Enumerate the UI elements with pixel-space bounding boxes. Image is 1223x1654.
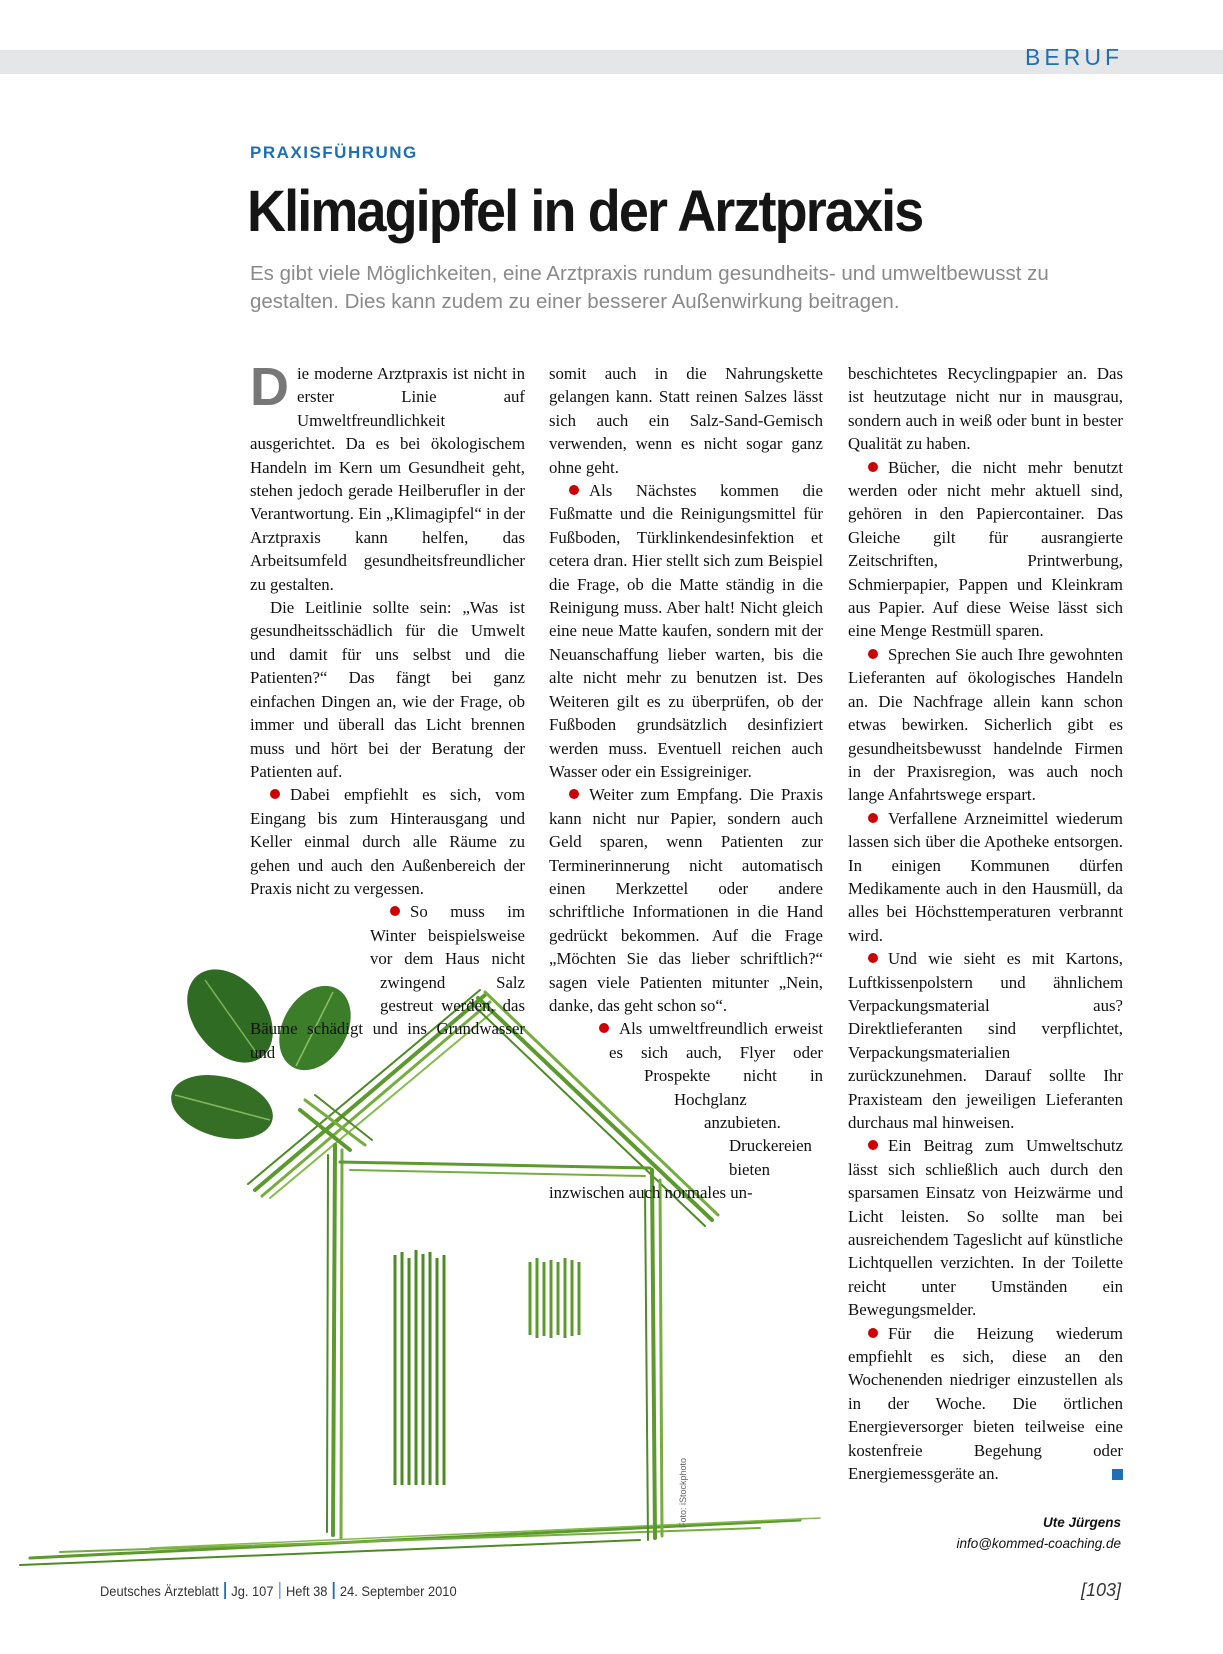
article-kicker: PRAXISFÜHRUNG: [250, 143, 418, 162]
volume: Jg. 107: [231, 1583, 274, 1599]
paragraph: beschichtetes Recyclingpapier an. Das ist heutzutage nicht nur in mausgrau, sondern auch in weiß oder bunt in bester Qualität zu haben.: [848, 364, 1123, 454]
bullet-paragraph: Bücher, die nicht mehr benutzt werden oder nicht mehr aktuell sind, gehören in den Papiercontainer. Das Gleiche gilt für ausrangierte Zeitschriften, Printwerbung, Schmierpapier, Pappen und Kleinkram aus Papier. Auf diese Weise lässt sich eine Menge Restmüll sparen.: [848, 457, 1123, 641]
article-column-1: [250, 357, 525, 1064]
issue-date: 24. September 2010: [339, 1583, 457, 1599]
bullet-paragraph: Verfallene Arzneimittel wiederum lassen sich über die Apotheke entsorgen. In einigen Kommunen dürfen Medikamente auch in den Hausmüll, da alles bei Höchsttemperaturen verbrannt wird.: [848, 808, 1123, 945]
bullet-paragraph: Weiter zum Empfang. Die Praxis kann nicht nur Papier, sondern auch Geld sparen, wenn Patienten zur Terminerinnerung nicht automatisch einen Merkzettel oder andere schriftliche Informationen in die Hand gedrückt bekommen. Auf die Frage „Möchten Sie das lieber schriftlich?“ sagen viele Patienten mitunter „Nein, danke, das geht schon so“.: [549, 785, 823, 1015]
author-email[interactable]: info@kommed-coaching.de: [956, 1536, 1121, 1551]
bullet-dot-icon: [868, 649, 878, 659]
footer-divider: [224, 1582, 225, 1599]
bullet-paragraph: Als Nächstes kommen die Fußmatte und die Reinigungsmittel für Fußboden, Türklinkendesinfektion et cetera dran. Hier stellt sich zum Beispiel die Frage, ob die Matte ständig in die Reinigung muss. Aber halt! Nicht gleich eine neue Matte kaufen, sondern mit der Neuanschaffung lieber warten, bis die alte nicht mehr zu benutzen ist. Des Weiteren gilt es zu überprüfen, ob der Fußboden grundsätzlich desinfiziert werden muss. Eventuell reichen auch Wasser oder ein Essigreiniger.: [549, 481, 823, 781]
journal-name: Deutsches Ärzteblatt: [100, 1583, 219, 1599]
article-lead: Es gibt viele Möglichkeiten, eine Arztpraxis rundum gesundheits- und umweltbewusst zu gestalten. Dies kann zudem zu einer besserer Außenwirkung beitragen.: [250, 262, 1049, 313]
bullet-dot-icon: [868, 462, 878, 472]
bullet-paragraph: Für die Heizung wiederum empfiehlt es sich, diese an den Wochenenden niedriger einzustellen als in der Woche. Die örtlichen Energieversorger bieten teilweise eine kostenfreie Begehung oder Energiemessgeräte an.: [848, 1323, 1123, 1484]
page-number: [103]: [1080, 1580, 1121, 1600]
paragraph: Die moderne Arztpraxis ist nicht in erster Linie auf Umweltfreundlichkeit ausgerichtet. Da es bei ökologischem Handeln im Kern um Gesundheit geht, stehen jedoch gerade Heilberufler in der Verantwortung. Ein „Klimagipfel“ in der Arztpraxis kann helfen, das Arbeitsumfeld gesundheitsfreundlicher zu gestalten.: [250, 357, 525, 594]
issue: Heft 38: [285, 1583, 328, 1599]
bullet-dot-icon: [599, 1023, 609, 1033]
bullet-dot-icon: [868, 953, 878, 963]
bullet-dot-icon: [270, 789, 280, 799]
article-column-2: [549, 362, 823, 1205]
bullet-dot-icon: [868, 813, 878, 823]
end-of-article-square-icon: [1112, 1469, 1123, 1480]
bullet-dot-icon: [569, 485, 579, 495]
bullet-paragraph: Ein Beitrag zum Umweltschutz lässt sich schließlich auch durch den sparsamen Einsatz von Heizwärme und Licht leisten. So sollte man bei ausreichendem Tageslicht auf künstliche Lichtquellen verzichten. In der Toilette reicht unter Umständen ein Bewegungsmelder.: [848, 1136, 1123, 1320]
paragraph: somit auch in die Nahrungskette gelangen kann. Statt reinen Salzes lässt sich auch ein Salz-Sand-Gemisch verwenden, wenn es nicht sogar ganz ohne geht.: [549, 364, 823, 477]
footer-divider: [333, 1582, 334, 1599]
article-title: Klimagipfel in der Arztpraxis: [247, 179, 923, 244]
author-name: Ute Jürgens: [1042, 1515, 1121, 1530]
bullet-dot-icon: [868, 1328, 878, 1338]
dropcap: D: [250, 357, 289, 417]
photo-credit: Foto: iStockphoto: [678, 1457, 688, 1528]
bullet-dot-icon: [868, 1140, 878, 1150]
bullet-paragraph: So muss im Winter beispielsweise vor dem Haus nicht zwingend Salz gestreut werden, das Bäume schädigt und ins Grundwasser und: [250, 902, 525, 1062]
page-footer: [100, 1582, 457, 1599]
bullet-paragraph: Als umweltfreundlich erweist es sich auch, Flyer oder Prospekte nicht in Hochglanz anzubieten. Druckereien bieten inzwischen auch normales un-: [549, 1019, 823, 1203]
bullet-paragraph: Dabei empfiehlt es sich, vom Eingang bis zum Hinterausgang und Keller einmal durch alle Räume zu gehen und auch den Außenbereich der Praxis nicht zu vergessen.: [250, 785, 525, 898]
paragraph: Die Leitlinie sollte sein: „Was ist gesundheitsschädlich für die Umwelt und damit für uns selbst und die Patienten?“ Das fängt bei ganz einfachen Dingen an, wie der Frage, ob immer und überall das Licht brennen muss und hört bei der Beratung der Patienten auf.: [250, 598, 525, 781]
bullet-paragraph: Sprechen Sie auch Ihre gewohnten Lieferanten auf ökologisches Handeln an. Die Nachfrage allein kann schon etwas bewirken. Sicherlich gibt es gesundheitsbewusst handelnde Firmen in der Praxisregion, was auch noch lange Anfahrtswege erspart.: [848, 644, 1123, 805]
bullet-dot-icon: [390, 906, 400, 916]
bullet-paragraph: Und wie sieht es mit Kartons, Luftkissenpolstern und ähnlichem Verpackungsmaterial aus? Direktlieferanten sind verpflichtet, Verpackungsmaterialien zurückzunehmen. Darauf sollte Ihr Praxisteam den jeweiligen Lieferanten durchaus mal hinweisen.: [848, 949, 1123, 1132]
footer-divider: [279, 1582, 280, 1599]
bullet-dot-icon: [569, 789, 579, 799]
section-label: BERUF: [1025, 44, 1123, 70]
article-column-3: [848, 362, 1123, 1486]
